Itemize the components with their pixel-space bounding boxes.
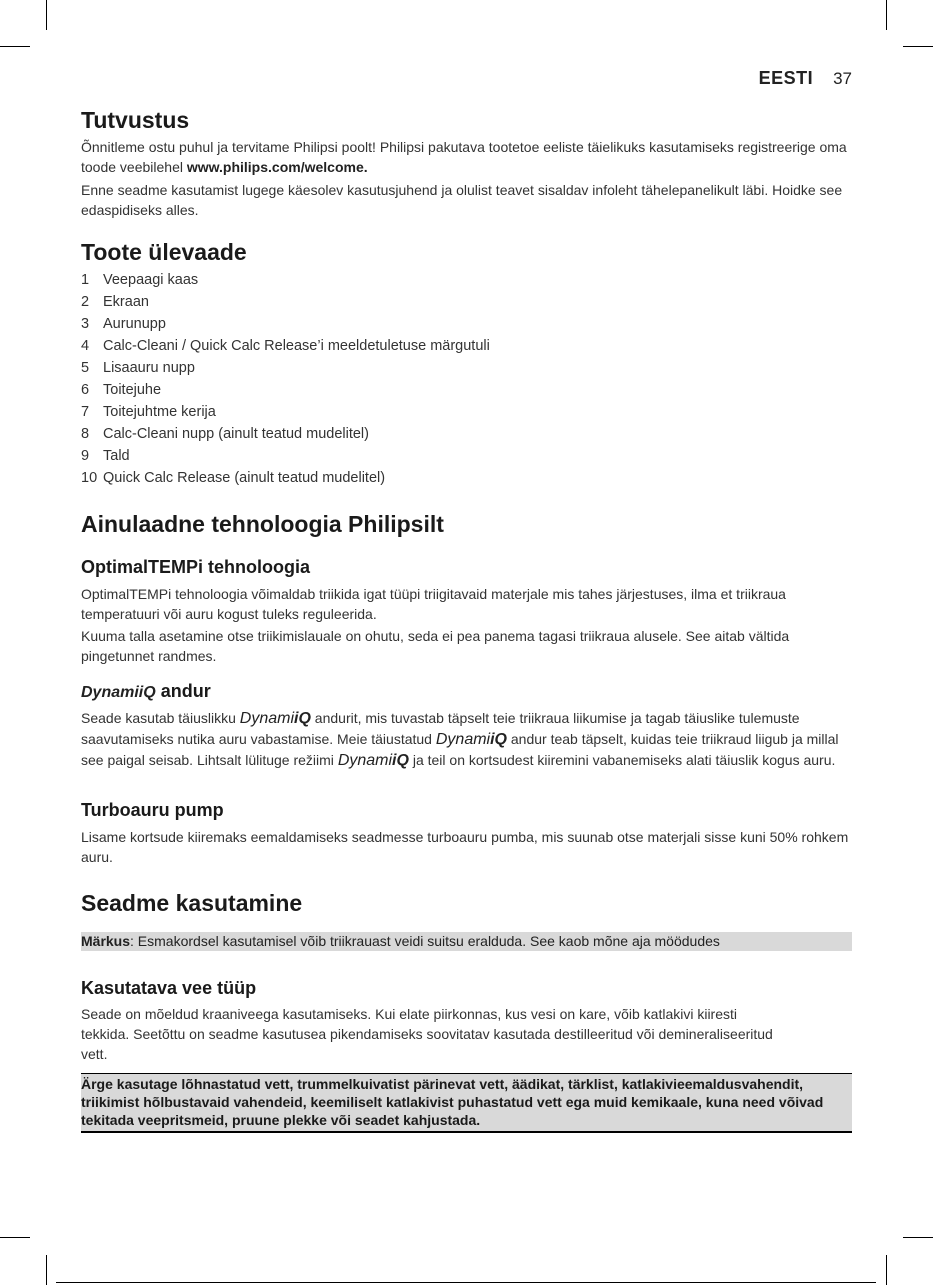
dynamiq-title-text: andur: [155, 681, 211, 701]
crop-mark: [46, 0, 47, 30]
crop-mark: [903, 1237, 933, 1238]
item-number: 7: [81, 404, 90, 420]
optimaltemp-paragraph-1: OptimalTEMPi tehnoloogia võimaldab triikida igat tüüpi triigitavaid materjale mis tahes järjestuses, ilma et triikraua temperatuuri või auru kogust tuleks reguleerida.: [81, 586, 786, 622]
list-item: [81, 379, 852, 401]
list-item: [81, 445, 852, 467]
crop-mark: [0, 1237, 30, 1238]
crop-mark: [46, 1255, 47, 1285]
dynamiq-logo: DynamiiQ: [239, 710, 311, 727]
intro-title: Tutvustus: [81, 107, 190, 133]
usage-title: Seadme kasutamine: [81, 890, 303, 916]
turbo-paragraph: Lisame kortsude kiiremaks eemaldamiseks seadmesse turboauru pumba, mis suunab otse materjali sisse kuni 50% rohkem auru.: [81, 829, 849, 865]
note-text: : Esmakordsel kasutamisel võib triikrauast veidi suitsu eralduda. See kaob mõne aja möödudes: [130, 933, 720, 949]
crop-mark: [903, 46, 933, 47]
list-item: [81, 269, 852, 291]
list-item: [81, 467, 852, 489]
list-item: [81, 423, 852, 445]
parts-list: [81, 269, 852, 489]
trim-line: [56, 1282, 876, 1283]
item-label: Ekraan: [103, 294, 149, 310]
item-number: 9: [81, 448, 90, 464]
dynamiq-logo: DynamiiQ: [435, 731, 507, 748]
dynamiq-logo: DynamiiQ: [337, 752, 409, 769]
dynamiq-paragraph: Seade kasutab täiuslikku DynamiiQ andurit, mis tuvastab täpselt teie triikraua liikumise ja tagab täiuslike tulemuste saavutamiseks nutika auru vabastamise. Meie täiustatud DynamiiQ andur teab täpselt, kuidas teie triikraud liigub ja millal see paigal seisab. Lihtsalt lülituge režiimi DynamiiQ ja teil on kortsudest kiiremini vabanemiseks alati täiuslik kogus auru.: [81, 710, 839, 769]
intro-paragraph-2: Enne seadme kasutamist lugege käesolev kasutusjuhend ja olulist teavet sisaldav infoleht tähelepanelikult läbi. Hoidke see edaspidiseks alles.: [81, 182, 843, 218]
dynamiq-title: [81, 681, 852, 702]
dynamiq-logo: DynamiiQ: [81, 684, 156, 701]
item-number: 6: [81, 382, 90, 398]
item-label: Calc-Cleani nupp (ainult teatud mudelitel): [103, 426, 369, 442]
welcome-link[interactable]: www.philips.com/welcome.: [186, 159, 368, 175]
crop-mark: [0, 46, 30, 47]
note-label: Märkus: [81, 933, 131, 949]
note-box: [81, 932, 852, 951]
warning-box: Ärge kasutage lõhnastatud vett, trummelkuivatist pärinevat vett, äädikat, tärklist, katlakivieemaldusvahendit, triikimist hõlbustavaid vahendeid, keemiliselt katlakivist puhastatud vett ega muid kemikaale, kuna need võivad tekitada veepritsmeid, pruune plekke või seadet kahjustada.: [81, 1073, 852, 1133]
item-number: 3: [81, 316, 90, 332]
item-label: Veepaagi kaas: [103, 272, 199, 288]
intro-paragraph-1: [81, 137, 852, 177]
page-number: 37: [833, 69, 852, 88]
list-item: [81, 357, 852, 379]
crop-mark: [886, 0, 887, 30]
list-item: [81, 401, 852, 423]
item-number: 10: [81, 470, 98, 486]
overview-title: Toote ülevaade: [81, 239, 247, 265]
item-label: Toitejuhe: [103, 382, 162, 398]
list-item: [81, 313, 852, 335]
water-paragraph: Seade on mõeldud kraaniveega kasutamiseks. Kui elate piirkonnas, kus vesi on kare, võib katlakivi kiiresti tekkida. Seetõttu on seadme kasutusea pikendamiseks soovitatav kasutada destilleeritud või demineraliseeritud vett.: [81, 1006, 773, 1062]
item-label: Aurunupp: [103, 316, 166, 332]
item-number: 8: [81, 426, 90, 442]
item-label: Toitejuhtme kerija: [103, 404, 216, 420]
language-label: EESTI: [758, 68, 814, 88]
item-label: Calc-Cleani / Quick Calc Release’i meeldetuletuse märgutuli: [103, 338, 490, 354]
list-item: [81, 335, 852, 357]
item-number: 4: [81, 338, 90, 354]
optimaltemp-paragraph-2: Kuuma talla asetamine otse triikimislauale on ohutu, seda ei pea panema tagasi triikraua alusele. See aitab vältida pingetunnet randmes.: [81, 628, 790, 664]
list-item: [81, 291, 852, 313]
intro-text: Õnnitleme ostu puhul ja tervitame Philipsi poolt! Philipsi pakutava tootetoe eeliste täielikuks kasutamiseks registreerige oma toode veebilehel: [81, 139, 847, 175]
item-number: 2: [81, 294, 90, 310]
optimaltemp-title: OptimalTEMPi tehnoloogia: [81, 557, 310, 577]
item-label: Quick Calc Release (ainult teatud mudelitel): [103, 470, 386, 486]
water-title: Kasutatava vee tüüp: [81, 978, 257, 998]
item-number: 5: [81, 360, 90, 376]
turbo-title: Turboauru pump: [81, 800, 224, 820]
technology-title: Ainulaadne tehnoloogia Philipsilt: [81, 511, 444, 537]
crop-mark: [886, 1255, 887, 1285]
item-number: 1: [81, 272, 90, 288]
item-label: Tald: [103, 448, 130, 464]
item-label: Lisaauru nupp: [103, 360, 195, 376]
page-header: [759, 68, 852, 89]
